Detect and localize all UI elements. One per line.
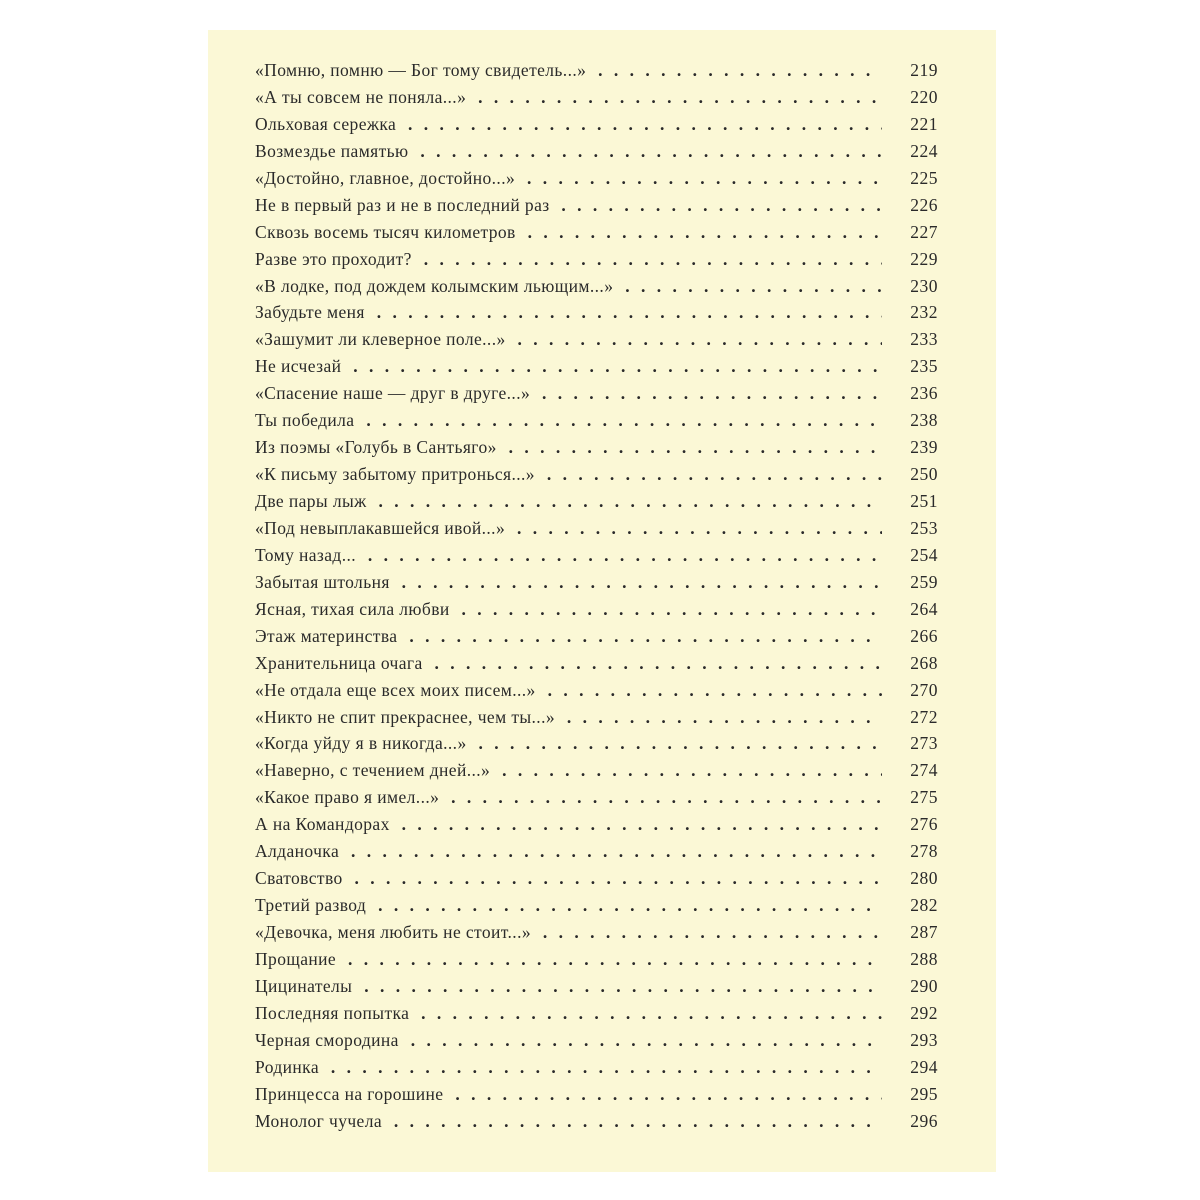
toc-entry-page-number: 273 xyxy=(910,733,938,754)
dot-leader xyxy=(255,1081,882,1107)
toc-entry-title: «Когда уйду я в никогда...» xyxy=(255,733,471,753)
book-page xyxy=(208,30,996,1172)
toc-entry-title: «Какое право я имел...» xyxy=(255,787,443,807)
dot-leader xyxy=(255,569,882,595)
dot-leader xyxy=(255,299,882,325)
toc-entry-title: Ольховая сережка xyxy=(255,114,400,134)
toc-entry xyxy=(255,246,938,273)
toc-entry xyxy=(255,542,938,569)
toc-entry xyxy=(255,596,938,623)
dot-leader xyxy=(255,677,882,703)
toc-entry-page-number: 259 xyxy=(910,571,938,592)
table-of-contents xyxy=(255,57,938,1135)
dot-leader xyxy=(255,353,882,379)
toc-entry xyxy=(255,1108,938,1135)
toc-entry-title: «Спасение наше — друг в друге...» xyxy=(255,383,534,403)
toc-entry xyxy=(255,677,938,704)
toc-entry-page-number: 226 xyxy=(910,194,938,215)
toc-entry-title: Алданочка xyxy=(255,841,343,861)
dot-leader xyxy=(255,461,882,487)
toc-entry-page-number: 287 xyxy=(910,922,938,942)
toc-entry-title: Забытая штольня xyxy=(255,572,394,592)
dot-leader xyxy=(255,192,882,218)
toc-entry xyxy=(255,811,938,838)
toc-entry xyxy=(255,946,938,973)
dot-leader xyxy=(255,623,882,649)
toc-entry-title: «В лодке, под дождем колымским льющим...» xyxy=(255,276,617,296)
toc-entry-title: «К письму забытому притронься...» xyxy=(255,464,539,484)
dot-leader xyxy=(255,973,882,999)
toc-entry-page-number: 225 xyxy=(910,167,938,188)
toc-entry-title: Не исчезай xyxy=(255,356,345,376)
toc-entry xyxy=(255,704,938,731)
dot-leader xyxy=(255,326,882,352)
toc-entry-title: А на Командорах xyxy=(255,814,394,834)
toc-entry-page-number: 253 xyxy=(910,517,938,538)
toc-entry-page-number: 238 xyxy=(910,410,938,431)
toc-entry xyxy=(255,165,938,192)
toc-entry-title: Возмездье памятью xyxy=(255,141,413,161)
dot-leader xyxy=(255,892,882,918)
dot-leader xyxy=(255,407,882,433)
toc-entry xyxy=(255,57,938,84)
toc-entry-title: «Никто не спит прекраснее, чем ты...» xyxy=(255,707,559,727)
dot-leader xyxy=(255,865,882,891)
toc-entry-page-number: 275 xyxy=(910,787,938,808)
toc-entry-title: «Девочка, меня любить не стоит...» xyxy=(255,922,535,942)
dot-leader xyxy=(255,596,882,622)
toc-entry xyxy=(255,892,938,919)
dot-leader xyxy=(255,784,882,810)
toc-entry-page-number: 272 xyxy=(910,706,938,727)
toc-entry-title: Третий развод xyxy=(255,895,370,915)
dot-leader xyxy=(255,57,882,83)
toc-entry-page-number: 219 xyxy=(910,60,938,80)
toc-entry xyxy=(255,569,938,596)
toc-entry-page-number: 227 xyxy=(910,221,938,242)
toc-entry-title: Сватовство xyxy=(255,868,347,888)
toc-entry-page-number: 290 xyxy=(910,975,938,996)
toc-entry xyxy=(255,84,938,111)
toc-entry-title: Ты победила xyxy=(255,410,358,430)
dot-leader xyxy=(255,219,882,245)
dot-leader xyxy=(255,730,882,756)
dot-leader xyxy=(255,434,882,460)
toc-entry-title: Забудьте меня xyxy=(255,302,369,322)
toc-entry-title: «Под невыплакавшейся ивой...» xyxy=(255,518,509,538)
toc-entry-page-number: 288 xyxy=(910,948,938,969)
dot-leader xyxy=(255,138,882,164)
toc-entry-title: «Наверно, с течением дней...» xyxy=(255,760,494,780)
dot-leader xyxy=(255,650,882,676)
toc-entry xyxy=(255,784,938,811)
toc-entry-title: «Помню, помню — Бог тому свидетель...» xyxy=(255,60,590,80)
toc-entry xyxy=(255,380,938,407)
dot-leader xyxy=(255,246,882,272)
toc-entry-page-number: 294 xyxy=(910,1056,938,1077)
toc-entry-title: Принцесса на горошине xyxy=(255,1084,447,1104)
toc-entry xyxy=(255,407,938,434)
dot-leader xyxy=(255,165,882,191)
toc-entry-title: Черная смородина xyxy=(255,1030,403,1050)
toc-entry-title: Тому назад... xyxy=(255,545,360,565)
dot-leader xyxy=(255,1054,882,1080)
toc-entry-title: «Зашумит ли клеверное поле...» xyxy=(255,329,510,349)
toc-entry xyxy=(255,488,938,515)
toc-entry-title: «Не отдала еще всех моих писем...» xyxy=(255,680,540,700)
toc-entry-page-number: 274 xyxy=(910,760,938,781)
toc-entry xyxy=(255,757,938,784)
toc-entry-page-number: 250 xyxy=(910,464,938,485)
toc-entry-page-number: 230 xyxy=(910,275,938,296)
toc-entry xyxy=(255,623,938,650)
dot-leader xyxy=(255,84,882,110)
toc-entry xyxy=(255,461,938,488)
dot-leader xyxy=(255,488,882,514)
toc-entry-title: Две пары лыж xyxy=(255,491,371,511)
dot-leader xyxy=(255,1000,882,1026)
toc-entry-title: Разве это проходит? xyxy=(255,249,416,269)
toc-entry-page-number: 293 xyxy=(910,1029,938,1050)
toc-entry-page-number: 295 xyxy=(910,1083,938,1104)
toc-entry-title: Прощание xyxy=(255,949,340,969)
toc-entry-title: Цицинателы xyxy=(255,976,356,996)
toc-entry-page-number: 296 xyxy=(910,1110,938,1131)
toc-entry xyxy=(255,650,938,677)
toc-entry-page-number: 278 xyxy=(910,841,938,862)
dot-leader xyxy=(255,919,882,945)
toc-entry-page-number: 268 xyxy=(910,652,938,673)
dot-leader xyxy=(255,704,882,730)
toc-entry xyxy=(255,299,938,326)
toc-entry-page-number: 229 xyxy=(910,248,938,269)
toc-entry-title: Сквозь восемь тысяч километров xyxy=(255,222,520,242)
toc-entry xyxy=(255,1027,938,1054)
toc-entry xyxy=(255,326,938,353)
toc-entry xyxy=(255,434,938,461)
toc-entry-title: Не в первый раз и не в последний раз xyxy=(255,195,554,215)
toc-entry-page-number: 232 xyxy=(910,302,938,323)
toc-entry xyxy=(255,1081,938,1108)
dot-leader xyxy=(255,1108,882,1134)
toc-entry-page-number: 254 xyxy=(910,544,938,565)
toc-entry-page-number: 224 xyxy=(910,140,938,161)
toc-entry-title: Из поэмы «Голубь в Сантьяго» xyxy=(255,437,501,457)
toc-entry-page-number: 264 xyxy=(910,598,938,619)
toc-entry-page-number: 280 xyxy=(910,868,938,889)
toc-entry-title: «А ты совсем не поняла...» xyxy=(255,87,470,107)
toc-entry xyxy=(255,919,938,946)
toc-entry-page-number: 233 xyxy=(910,329,938,350)
toc-entry xyxy=(255,838,938,865)
dot-leader xyxy=(255,515,882,541)
toc-entry-page-number: 276 xyxy=(910,814,938,835)
dot-leader xyxy=(255,1027,882,1053)
dot-leader xyxy=(255,946,882,972)
toc-entry-title: Хранительница очага xyxy=(255,653,427,673)
toc-entry-page-number: 270 xyxy=(910,679,938,700)
toc-entry xyxy=(255,515,938,542)
toc-entry xyxy=(255,111,938,138)
toc-entry xyxy=(255,353,938,380)
toc-entry xyxy=(255,865,938,892)
dot-leader xyxy=(255,111,882,137)
toc-entry xyxy=(255,1054,938,1081)
toc-entry xyxy=(255,1000,938,1027)
toc-entry-page-number: 236 xyxy=(910,383,938,404)
dot-leader xyxy=(255,838,882,864)
toc-entry-title: Этаж материнства xyxy=(255,626,401,646)
toc-entry xyxy=(255,219,938,246)
dot-leader xyxy=(255,757,882,783)
dot-leader xyxy=(255,811,882,837)
toc-entry-page-number: 266 xyxy=(910,625,938,646)
toc-entry-page-number: 239 xyxy=(910,437,938,458)
toc-entry-page-number: 292 xyxy=(910,1002,938,1023)
toc-entry-title: Ясная, тихая сила любви xyxy=(255,599,454,619)
toc-entry xyxy=(255,138,938,165)
toc-entry xyxy=(255,730,938,757)
toc-entry-title: Родинка xyxy=(255,1057,323,1077)
toc-entry-page-number: 282 xyxy=(910,895,938,916)
dot-leader xyxy=(255,273,882,299)
toc-entry-page-number: 251 xyxy=(910,491,938,511)
toc-entry-page-number: 235 xyxy=(910,356,938,377)
dot-leader xyxy=(255,380,882,406)
toc-entry-title: «Достойно, главное, достойно...» xyxy=(255,168,519,188)
toc-entry-page-number: 221 xyxy=(910,113,938,134)
toc-entry-title: Последняя попытка xyxy=(255,1003,413,1023)
toc-entry xyxy=(255,973,938,1000)
toc-entry xyxy=(255,273,938,300)
dot-leader xyxy=(255,542,882,568)
toc-entry-page-number: 220 xyxy=(910,86,938,107)
toc-entry xyxy=(255,192,938,219)
toc-entry-title: Монолог чучела xyxy=(255,1111,386,1131)
